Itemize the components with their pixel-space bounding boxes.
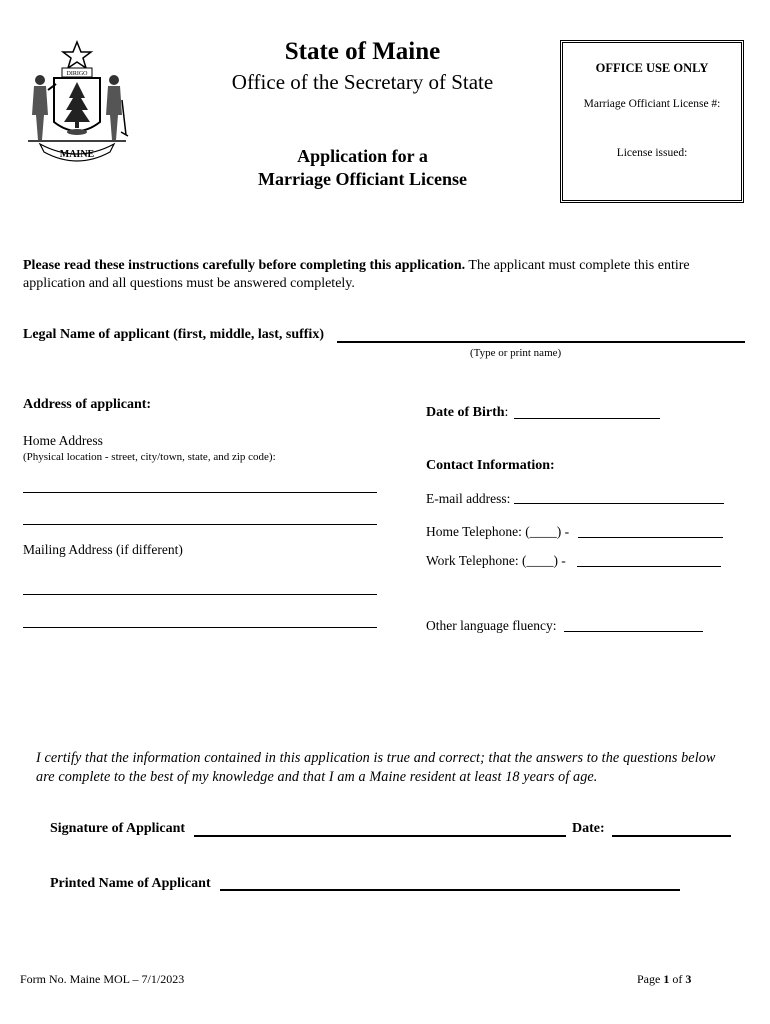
page-of: of	[669, 972, 686, 986]
seal-motto: DIRIGO	[66, 71, 88, 77]
page-total: 3	[685, 972, 692, 986]
seal-state-name: MAINE	[59, 149, 95, 160]
office-use-heading: OFFICE USE ONLY	[595, 61, 709, 75]
page-prefix: Page	[637, 972, 664, 986]
application-title-line1: Application for a	[297, 146, 428, 166]
application-title	[230, 145, 495, 191]
page-subtitle: Office of the Secretary of State	[231, 70, 494, 94]
home-address-hint: (Physical location - street, city/town, state, and zip code):	[23, 451, 276, 463]
email-label: E-mail address:	[426, 491, 511, 506]
legal-name-hint: (Type or print name)	[470, 347, 562, 359]
dob-colon: :	[504, 405, 509, 420]
printed-name-field[interactable]	[220, 889, 680, 891]
contact-heading: Contact Information:	[426, 458, 555, 473]
home-address-line-1[interactable]	[23, 492, 377, 493]
signature-field[interactable]	[194, 835, 566, 837]
dob-label: Date of Birth	[426, 405, 505, 420]
signature-label: Signature of Applicant	[50, 821, 186, 836]
language-field[interactable]	[564, 631, 703, 632]
date-label: Date:	[572, 821, 605, 836]
office-license-issued-label: License issued:	[616, 147, 688, 159]
date-field[interactable]	[612, 835, 731, 837]
application-title-line2: Marriage Officiant License	[258, 169, 467, 189]
home-phone-field[interactable]	[578, 537, 723, 538]
mailing-address-line-2[interactable]	[23, 627, 377, 628]
work-phone-field[interactable]	[577, 566, 721, 567]
state-seal-logo	[22, 40, 132, 165]
home-address-line-2[interactable]	[23, 524, 377, 525]
legal-name-label: Legal Name of applicant (first, middle, last, suffix)	[23, 327, 324, 342]
email-field[interactable]	[514, 503, 724, 504]
page-title: State of Maine	[284, 38, 441, 65]
dob-label-wrap	[426, 405, 508, 421]
dob-field[interactable]	[514, 418, 660, 419]
instructions-rest: The applicant must complete this entire application and all questions must be answered completely.	[23, 258, 690, 291]
page-indicator	[637, 972, 691, 987]
address-heading: Address of applicant:	[23, 397, 152, 412]
mailing-address-label: Mailing Address (if different)	[23, 542, 183, 557]
instructions-paragraph	[23, 257, 748, 293]
language-label: Other language fluency:	[426, 618, 557, 633]
legal-name-field[interactable]	[337, 341, 745, 343]
form-number: Form No. Maine MOL – 7/1/2023	[20, 972, 185, 986]
mailing-address-line-1[interactable]	[23, 594, 377, 595]
office-license-number-label: Marriage Officiant License #:	[583, 98, 721, 110]
home-phone-label: Home Telephone: (____) -	[426, 524, 570, 539]
printed-name-label: Printed Name of Applicant	[50, 876, 211, 891]
work-phone-label: Work Telephone: (____) -	[426, 553, 566, 568]
certification-statement: I certify that the information contained in this application is true and correct; that the answers to the questions below are complete to the best of my knowledge and that I am a Maine resident at least 18 years of age.	[36, 750, 716, 785]
page-number: 1	[663, 972, 670, 986]
home-address-label: Home Address	[23, 433, 103, 448]
office-use-box	[560, 40, 744, 203]
instructions-bold: Please read these instructions carefully before completing this application.	[23, 258, 466, 273]
